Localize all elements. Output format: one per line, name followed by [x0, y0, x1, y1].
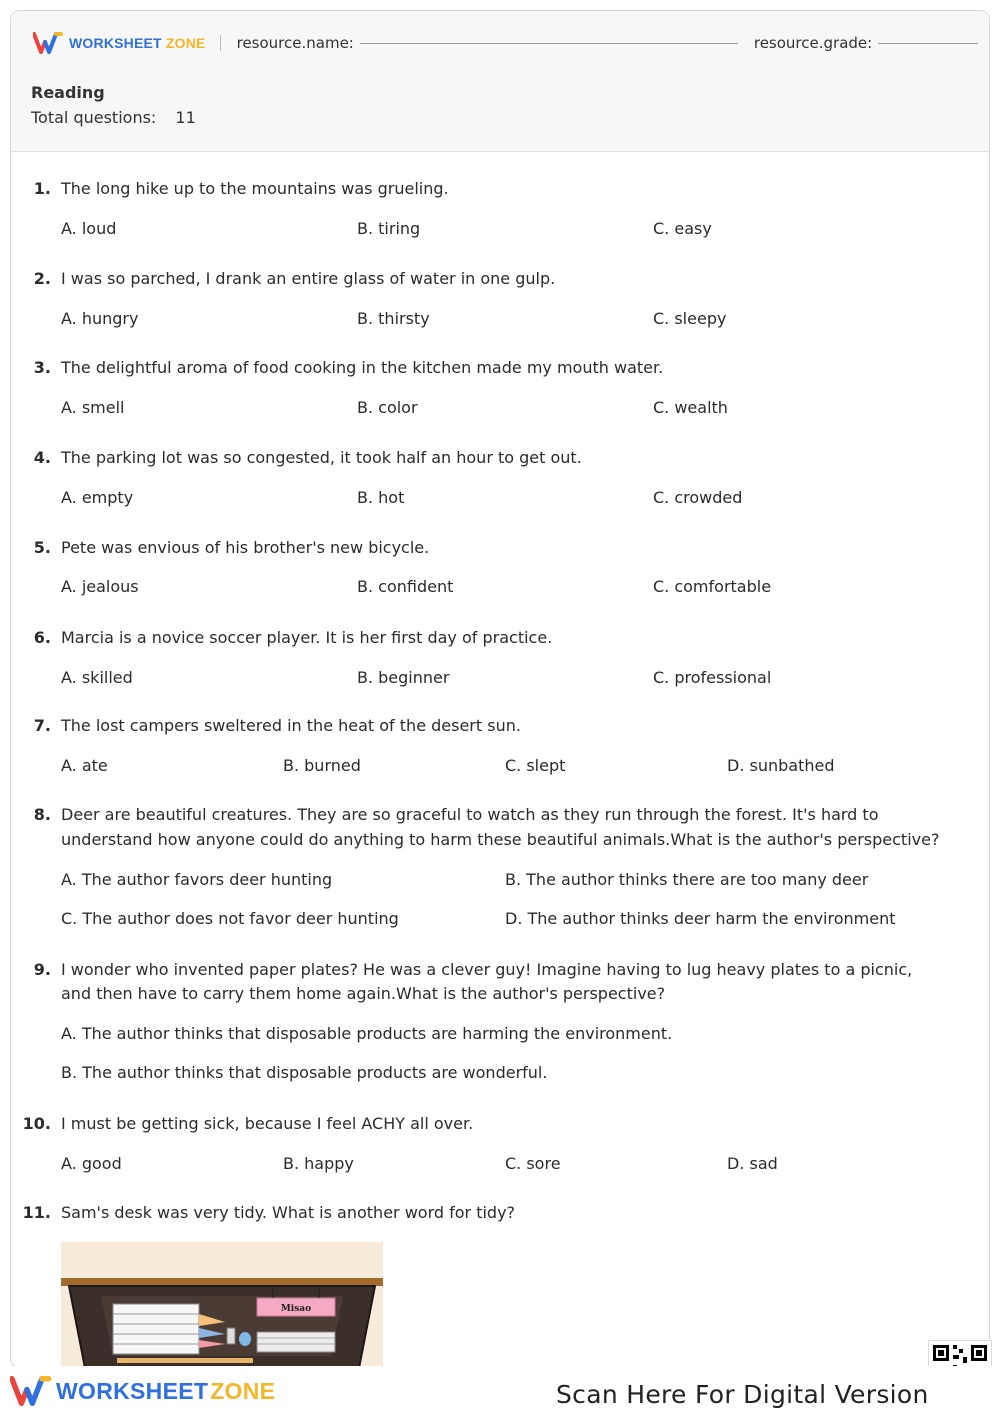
desk-drawing: [61, 1242, 383, 1368]
option-a[interactable]: A. loud: [61, 219, 117, 238]
question-text: The lost campers sweltered in the heat of the desert sun.: [61, 716, 521, 735]
option-c[interactable]: C. easy: [653, 219, 712, 238]
question-text: I was so parched, I drank an entire glass of water in one gulp.: [61, 269, 556, 288]
option-c[interactable]: C. wealth: [653, 398, 728, 417]
option-c[interactable]: C. comfortable: [653, 577, 772, 596]
option-b[interactable]: B. hot: [357, 488, 405, 507]
option-a[interactable]: A. smell: [61, 398, 125, 417]
option-b[interactable]: B. burned: [283, 756, 361, 775]
option-a[interactable]: A. good: [61, 1154, 122, 1173]
option-c[interactable]: C. slept: [505, 756, 566, 775]
logo-word-worksheet: WORKSHEET: [69, 35, 162, 51]
subject-title: Reading: [31, 83, 105, 102]
option-b[interactable]: B. confident: [357, 577, 454, 596]
option-b[interactable]: B. beginner: [357, 668, 450, 687]
question-text-line-2: understand how anyone could do anything to harm these beautiful animals.What is the author's perspective?: [61, 830, 940, 849]
question-text: The parking lot was so congested, it took half an hour to get out.: [61, 448, 582, 467]
question-number: 7.: [33, 716, 51, 735]
question-text: Sam's desk was very tidy. What is another word for tidy?: [61, 1203, 516, 1222]
question-text: Pete was envious of his brother's new bicycle.: [61, 538, 430, 557]
grade-line[interactable]: [878, 43, 978, 44]
worksheet-sheet: [10, 10, 990, 1368]
worksheet-footer: [0, 1366, 1000, 1414]
footer-logo-text: [56, 1378, 275, 1405]
name-label: resource.name:: [236, 34, 354, 52]
total-value: 11: [175, 108, 196, 127]
option-a[interactable]: A. skilled: [61, 668, 133, 687]
option-c[interactable]: C. crowded: [653, 488, 743, 507]
option-d[interactable]: D. sunbathed: [727, 756, 835, 775]
option-c[interactable]: C. sore: [505, 1154, 561, 1173]
question-number: 4.: [33, 448, 51, 467]
question-number: 1.: [33, 179, 51, 198]
logo-word-zone: ZONE: [210, 1377, 276, 1404]
option-c[interactable]: C. sleepy: [653, 309, 727, 328]
question-number: 11.: [22, 1203, 51, 1222]
question-text: I must be getting sick, because I feel ACHY all over.: [61, 1114, 474, 1133]
question-text-line-1: I wonder who invented paper plates? He was a clever guy! Imagine having to lug heavy plates to a picnic,: [61, 960, 913, 979]
grade-label: resource.grade:: [753, 34, 873, 52]
option-b[interactable]: B. thirsty: [357, 309, 430, 328]
question-number: 10.: [22, 1114, 51, 1133]
header-logo-text: [69, 35, 206, 51]
option-a[interactable]: A. The author thinks that disposable products are harming the environment.: [61, 1024, 673, 1043]
name-line[interactable]: [360, 43, 738, 44]
option-a[interactable]: A. ate: [61, 756, 108, 775]
option-b[interactable]: B. color: [357, 398, 418, 417]
tidy-desk-illustration: [61, 1242, 383, 1368]
option-a[interactable]: A. empty: [61, 488, 134, 507]
question-number: 9.: [33, 960, 51, 979]
option-b[interactable]: B. happy: [283, 1154, 354, 1173]
question-number: 6.: [33, 628, 51, 647]
question-text: Marcia is a novice soccer player. It is her first day of practice.: [61, 628, 553, 647]
header-logo: [33, 32, 206, 54]
question-number: 3.: [33, 358, 51, 377]
option-a[interactable]: A. jealous: [61, 577, 139, 596]
w-logo-icon: [10, 1376, 52, 1406]
w-logo-icon: [33, 32, 63, 54]
logo-word-zone: ZONE: [165, 35, 206, 51]
option-a[interactable]: A. The author favors deer hunting: [61, 870, 333, 889]
total-label: Total questions:: [31, 108, 157, 127]
desk-name-tag: Misao: [280, 1304, 312, 1314]
question-text-line-1: Deer are beautiful creatures. They are so graceful to watch as they run through the forest. It's hard to: [61, 805, 879, 824]
logo-word-worksheet: WORKSHEET: [56, 1377, 209, 1404]
option-c[interactable]: C. professional: [653, 668, 772, 687]
option-c[interactable]: C. The author does not favor deer hunting: [61, 909, 399, 928]
question-text-line-2: and then have to carry them home again.What is the author's perspective?: [61, 984, 666, 1003]
question-text: The delightful aroma of food cooking in the kitchen made my mouth water.: [61, 358, 664, 377]
option-b[interactable]: B. The author thinks that disposable products are wonderful.: [61, 1063, 548, 1082]
option-b[interactable]: B. The author thinks there are too many deer: [505, 870, 869, 889]
worksheet-header: [11, 11, 989, 152]
footer-logo: [10, 1376, 275, 1406]
option-a[interactable]: A. hungry: [61, 309, 139, 328]
question-number: 2.: [33, 269, 51, 288]
question-text: The long hike up to the mountains was grueling.: [61, 179, 449, 198]
brand-row: [33, 31, 990, 55]
question-number: 8.: [33, 805, 51, 824]
option-d[interactable]: D. sad: [727, 1154, 778, 1173]
scan-text: Scan Here For Digital Version: [556, 1380, 929, 1409]
option-b[interactable]: B. tiring: [357, 219, 421, 238]
header-separator: [220, 35, 221, 51]
question-number: 5.: [33, 538, 51, 557]
option-d[interactable]: D. The author thinks deer harm the environment: [505, 909, 896, 928]
total-questions: [31, 108, 196, 127]
